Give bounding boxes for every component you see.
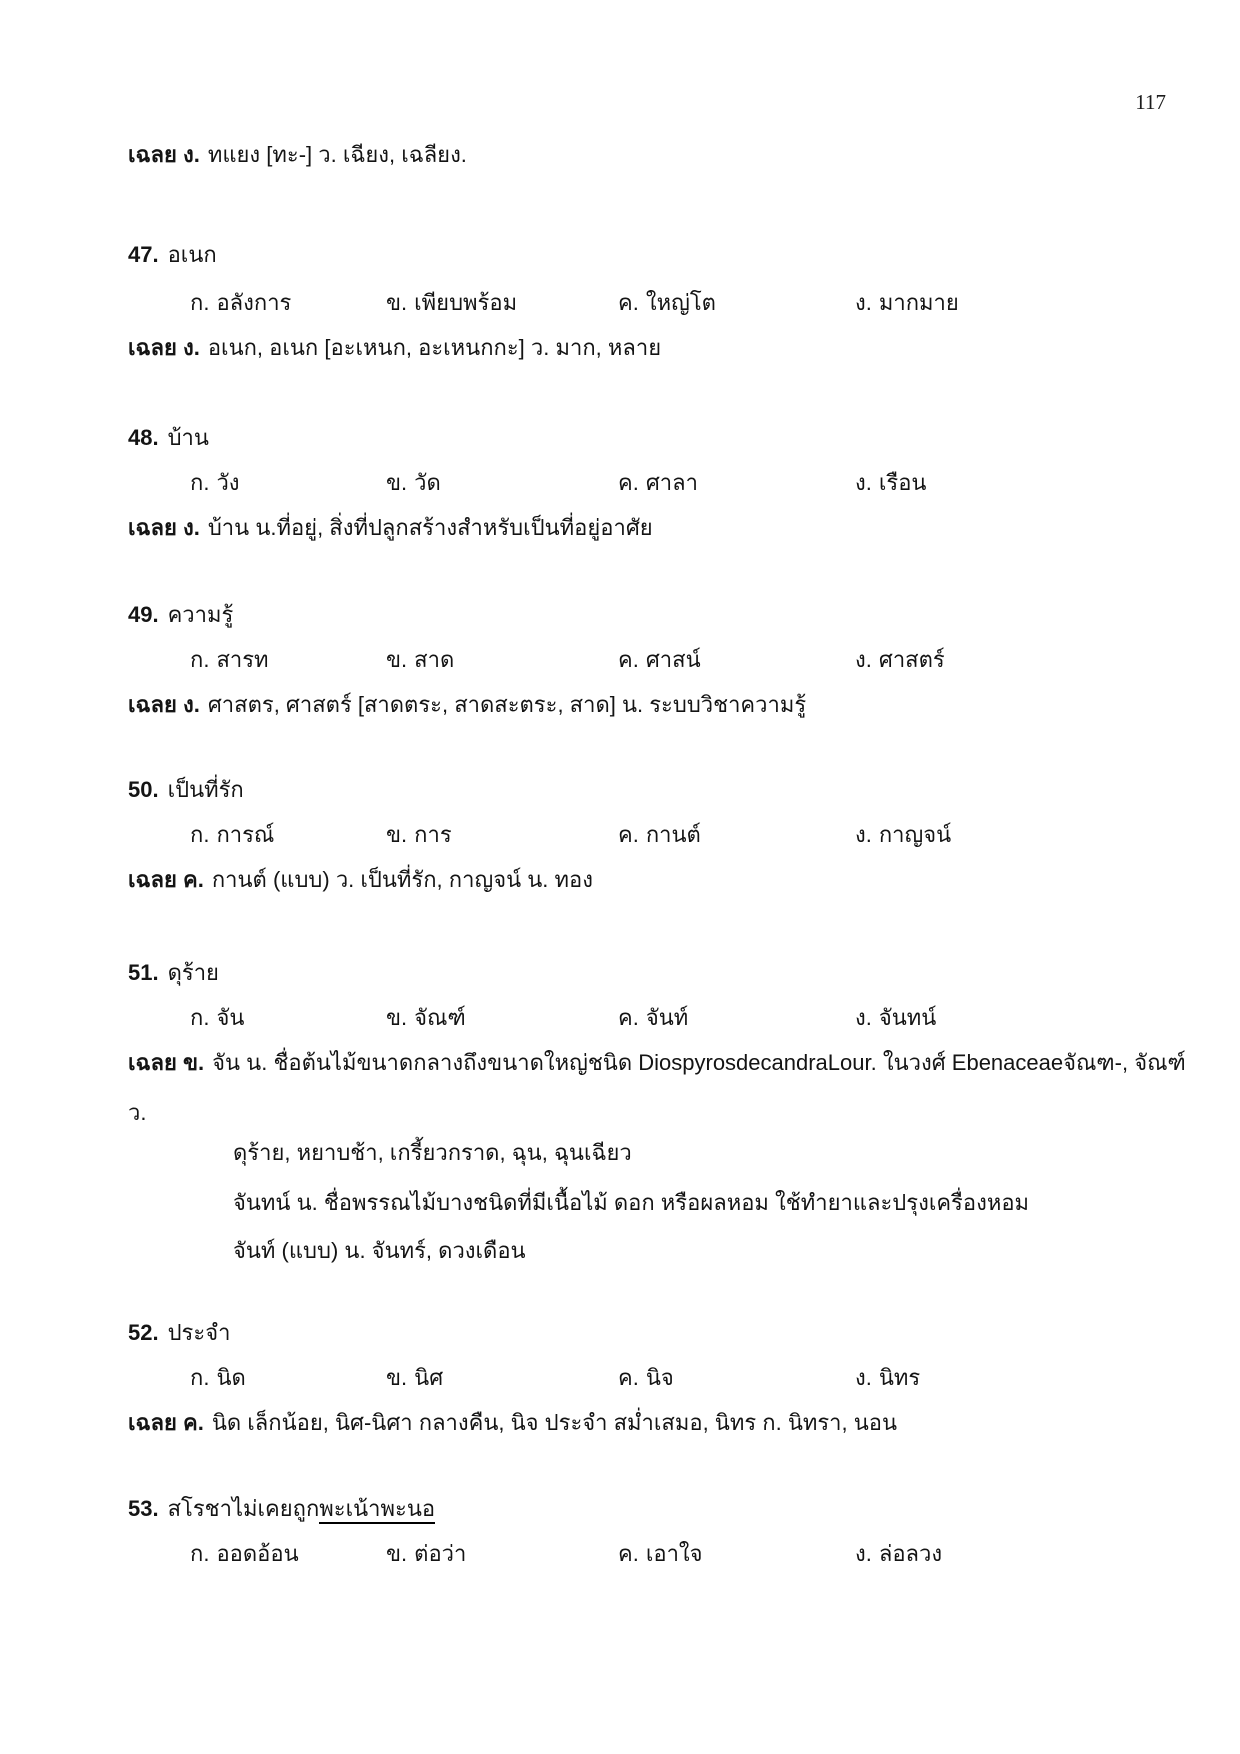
choice-text: ศาลา — [645, 470, 698, 495]
answer-text: บ้าน น.ที่อยู่, สิ่งที่ปลูกสร้างสำหรับเป็นที่อยู่อาศัย — [207, 515, 653, 540]
choice-ko — [190, 468, 386, 498]
choice-text: สาด — [414, 647, 455, 672]
choice-ngo — [855, 645, 945, 675]
choice-label: ง. — [855, 822, 872, 847]
question-number: 50. — [128, 777, 159, 802]
choice-label: ง. — [855, 647, 872, 672]
choice-text: นิศ — [414, 1365, 444, 1390]
question-word: บ้าน — [167, 425, 209, 450]
choice-text: ล่อลวง — [878, 1541, 943, 1566]
choice-ngo — [855, 1363, 920, 1393]
answer-prefix: เฉลย ค. — [128, 867, 204, 892]
choice-label: ค. — [618, 647, 639, 672]
choice-label: ค. — [618, 1005, 639, 1030]
question-title — [128, 1318, 1180, 1348]
choice-kho — [386, 820, 618, 850]
answer-text: อเนก, อเนก [อะเหนก, อะเหนกกะ] ว. มาก, หลาย — [207, 335, 662, 360]
answer-line — [128, 333, 1180, 363]
question-number: 48. — [128, 425, 159, 450]
choice-ko — [190, 288, 386, 318]
question-title — [128, 958, 1180, 988]
question-49 — [128, 600, 1180, 720]
question-47 — [128, 240, 1180, 363]
choice-text: เพียบพร้อม — [414, 290, 518, 315]
choice-label: ง. — [855, 1541, 872, 1566]
choice-text: นิด — [216, 1365, 246, 1390]
choice-text: จันท์ — [645, 1005, 689, 1030]
choice-label: ข. — [386, 1365, 408, 1390]
choice-kho — [386, 468, 618, 498]
choice-text: กาญจน์ — [878, 822, 952, 847]
choice-text: สารท — [216, 647, 269, 672]
question-number: 52. — [128, 1320, 159, 1345]
choice-kho — [386, 1003, 618, 1033]
question-title — [128, 1494, 1180, 1524]
choice-label: ก. — [190, 1365, 210, 1390]
answer-line — [128, 865, 1180, 895]
answer-line — [128, 513, 1180, 543]
question-50 — [128, 775, 1180, 895]
choice-text: เอาใจ — [645, 1541, 703, 1566]
choice-kh — [618, 1363, 855, 1393]
choices-row — [128, 468, 1180, 498]
choices-row — [128, 1539, 1180, 1569]
choice-label: ก. — [190, 470, 210, 495]
choice-ngo — [855, 1003, 936, 1033]
answer-gloss-line: จันทน์ น. ชื่อพรรณไม้บางชนิดที่มีเนื้อไม้ ดอก หรือผลหอม ใช้ทำยาและปรุงเครื่องหอม — [233, 1190, 1030, 1215]
choice-ngo — [855, 468, 926, 498]
choice-ko — [190, 820, 386, 850]
choice-kho — [386, 288, 618, 318]
question-title — [128, 423, 1180, 453]
choice-label: ง. — [855, 470, 872, 495]
question-title — [128, 775, 1180, 805]
choice-label: ก. — [190, 1005, 210, 1030]
question-word: ประจำ — [167, 1320, 231, 1345]
choice-text: ใหญ่โต — [645, 290, 716, 315]
choice-ko — [190, 1539, 386, 1569]
answer-line — [128, 1048, 1186, 1078]
question-number: 51. — [128, 960, 159, 985]
choice-label: ค. — [618, 1365, 639, 1390]
choice-text: อลังการ — [216, 290, 292, 315]
choice-text: มากมาย — [878, 290, 959, 315]
question-title — [128, 240, 1180, 270]
answer-prefix: เฉลย ข. — [128, 1050, 205, 1075]
choice-label: ข. — [386, 647, 408, 672]
question-word: เป็นที่รัก — [167, 777, 244, 802]
answer-gloss-line: ดุร้าย, หยาบช้า, เกรี้ยวกราด, ฉุน, ฉุนเฉียว — [233, 1140, 632, 1165]
question-word: ดุร้าย — [167, 960, 219, 985]
choice-label: ค. — [618, 290, 639, 315]
answer-text: กานต์ (แบบ) ว. เป็นที่รัก, กาญจน์ น. ทอง — [211, 867, 593, 892]
choice-ko — [190, 645, 386, 675]
answer-line — [128, 1408, 1180, 1438]
choice-label: ค. — [618, 1541, 639, 1566]
answer-continuation: ว. — [128, 1100, 147, 1125]
answer-line-46 — [128, 140, 1180, 170]
answer-prefix: เฉลย ง. — [128, 142, 200, 167]
choice-text: ออดอ้อน — [216, 1541, 299, 1566]
choice-text: ศาสน์ — [645, 647, 701, 672]
question-title — [128, 600, 1180, 630]
choice-label: ข. — [386, 1005, 408, 1030]
choice-text: ต่อว่า — [414, 1541, 467, 1566]
choices-row — [128, 1003, 1180, 1033]
answer-prefix: เฉลย ค. — [128, 1410, 204, 1435]
choice-text: จันทน์ — [878, 1005, 937, 1030]
answer-prefix: เฉลย ง. — [128, 335, 200, 360]
choice-label: ง. — [855, 1365, 872, 1390]
choice-ko — [190, 1003, 386, 1033]
choice-label: ง. — [855, 1005, 872, 1030]
answer-text: ศาสตร, ศาสตร์ [สาดตระ, สาดสะตระ, สาด] น. ระบบวิชาความรู้ — [207, 692, 807, 717]
choice-label: ง. — [855, 290, 872, 315]
question-51 — [128, 958, 1186, 1266]
choice-kho — [386, 1363, 618, 1393]
answer-gloss-line: จันท์ (แบบ) น. จันทร์, ดวงเดือน — [233, 1238, 526, 1263]
question-52 — [128, 1318, 1180, 1438]
answer-prefix: เฉลย ง. — [128, 515, 200, 540]
choice-label: ก. — [190, 822, 210, 847]
choice-label: ข. — [386, 470, 408, 495]
choice-label: ค. — [618, 470, 639, 495]
choice-label: ก. — [190, 290, 210, 315]
choice-kh — [618, 468, 855, 498]
choice-label: ข. — [386, 290, 408, 315]
choices-row — [128, 288, 1180, 318]
underlined-word: พะเน้าพะนอ — [319, 1496, 435, 1524]
choice-ngo — [855, 820, 951, 850]
question-word: อเนก — [167, 242, 217, 267]
choice-text: วัง — [216, 470, 240, 495]
question-53 — [128, 1494, 1180, 1569]
choice-kh — [618, 645, 855, 675]
choice-text: วัด — [414, 470, 441, 495]
choice-text: นิจ — [645, 1365, 674, 1390]
question-number: 53. — [128, 1496, 159, 1521]
choice-text: เรือน — [878, 470, 927, 495]
choices-row — [128, 645, 1180, 675]
choice-kh — [618, 820, 855, 850]
question-number: 49. — [128, 602, 159, 627]
question-word: ความรู้ — [167, 602, 234, 627]
answer-line — [128, 690, 1180, 720]
choice-kho — [386, 645, 618, 675]
choice-label: ก. — [190, 647, 210, 672]
choices-row — [128, 820, 1180, 850]
choice-label: ข. — [386, 822, 408, 847]
question-word: สโรชาไม่เคยถูก — [167, 1496, 320, 1521]
choice-kh — [618, 1539, 855, 1569]
choice-label: ก. — [190, 1541, 210, 1566]
question-48 — [128, 423, 1180, 543]
choice-text: จัณฑ์ — [414, 1005, 466, 1030]
choice-text: ศาสตร์ — [878, 647, 945, 672]
choice-label: ค. — [618, 822, 639, 847]
choice-kh — [618, 288, 855, 318]
choice-kh — [618, 1003, 855, 1033]
choice-text: กานต์ — [645, 822, 701, 847]
choice-text: การณ์ — [216, 822, 275, 847]
answer-text: ทแยง [ทะ-] ว. เฉียง, เฉลียง. — [207, 142, 467, 167]
answer-prefix: เฉลย ง. — [128, 692, 200, 717]
question-number: 47. — [128, 242, 159, 267]
choice-kho — [386, 1539, 618, 1569]
choice-text: จัน — [216, 1005, 245, 1030]
answer-text: จัน น. ชื่อต้นไม้ขนาดกลางถึงขนาดใหญ่ชนิด DiospyrosdecandraLour. ในวงศ์ Ebenaceaeจัณฑ-, จัณฑ์ — [212, 1050, 1186, 1075]
choice-text: การ — [414, 822, 452, 847]
choice-label: ข. — [386, 1541, 408, 1566]
choices-row — [128, 1363, 1180, 1393]
choice-ko — [190, 1363, 386, 1393]
choice-ngo — [855, 288, 959, 318]
choice-text: นิทร — [878, 1365, 921, 1390]
choice-ngo — [855, 1539, 942, 1569]
page-number: 117 — [1135, 90, 1166, 114]
answer-text: นิด เล็กน้อย, นิศ-นิศา กลางคืน, นิจ ประจำ สม่ำเสมอ, นิทร ก. นิทรา, นอน — [211, 1410, 898, 1435]
